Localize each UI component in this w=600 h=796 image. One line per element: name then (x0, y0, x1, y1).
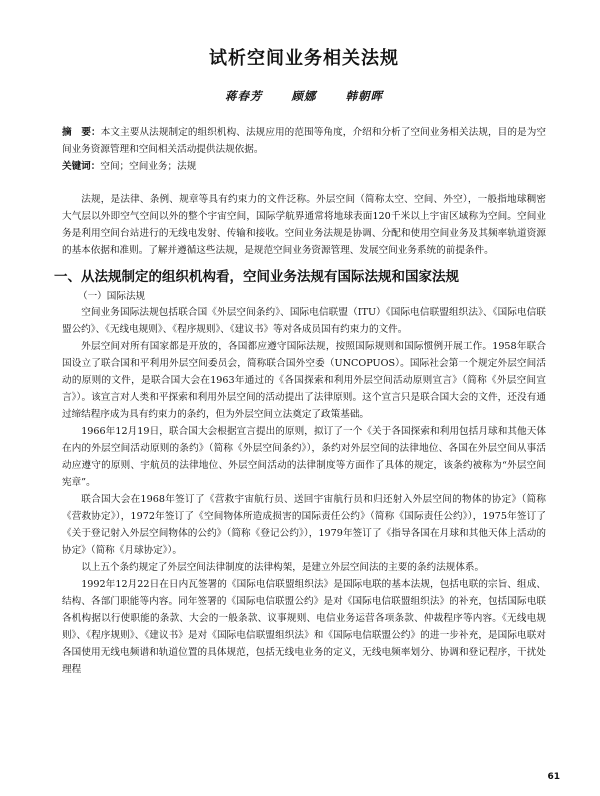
author-name: 顾娜 (291, 89, 317, 103)
abstract-label: 摘 要： (62, 127, 101, 138)
keywords-label: 关键词： (62, 161, 101, 172)
article-title: 试析空间业务相关法规 (209, 48, 399, 69)
subsection-heading: （一）国际法规 (78, 291, 146, 302)
abstract-text: 本文主要从法规制定的组织机构、法规应用的范围等角度，介绍和分析了空间业务相关法规，目的是为空间业务资源管理和空间相关活动提供法规依据。 (62, 127, 547, 155)
author-name: 韩朝晖 (345, 89, 384, 103)
body-paragraph: 联合国大会在1968年签订了《营救宇宙航行员、送回宇宙航行员和归还射入外层空间的物体的协定》（简称《营救协定》），1972年签订了《空间物体所造成损害的国际责任公约》（简称《国际责任公约》），1975年签订了《关于登记射入外层空间物体的公约》（简称《登记公约》），1979年签订了《指导各国在月球和其他天体上活动的协定》（简称《月球协定》）。 (62, 494, 546, 556)
keywords (62, 158, 546, 175)
body-paragraph: 1966年12月19日，联合国大会根据宣言提出的原则，拟订了一个《关于各国探索和利用包括月球和其他天体在内的外层空间活动原则的条约》（简称《外层空间条约》），条约对外层空间的法律地位、各国在外层空间从事活动应遵守的原则、宇航员的法律地位、外层空间活动的法律制度等方面作了具体的规定，该条约被称为“外层空间宪章”。 (62, 426, 546, 488)
body-paragraph: 外层空间对所有国家都是开放的，各国都应遵守国际法规，按照国际规则和国际惯例开展工作。1958年联合国设立了联合国和平利用外层空间委员会，简称联合国外空委（UNCOPUOS）。国际社会第一个规定外层空间活动的原则的文件，是联合国大会在1963年通过的《各国探索和利用外层空间活动原则宣言》（简称《外层空间宣言》）。该宣言对人类和平探索和利用外层空间的活动提出了法律原则。这个宣言只是联合国大会的文件，还没有通过缔结程序成为具有约束力的条约，但为外层空间立法奠定了政策基础。 (62, 341, 546, 420)
page-number: 61 (547, 772, 560, 782)
article (54, 44, 547, 678)
body-paragraph: 空间业务国际法规包括联合国《外层空间条约》、国际电信联盟（ITU）《国际电信联盟组织法》、《国际电信联盟公约》、《无线电规则》、《程序规则》、《建议书》等对各成员国有约束力的文件。 (62, 307, 546, 335)
body-paragraph: 1992年12月22日在日内瓦签署的《国际电信联盟组织法》是国际电联的基本法规，包括电联的宗旨、组成、结构、各部门职能等内容。同年签署的《国际电信联盟公约》是对《国际电信联盟组织法》的补充，包括国际电联各机构据以行使职能的条款、大会的一般条款、议事规则、电信业务运营各项条款、仲裁程序等内容。《无线电规则》、《程序规则》、《建议书》是对《国际电信联盟组织法》和《国际电信联盟公约》的进一步补充，是国际电联对各国使用无线电频谱和轨道位置的具体规范，包括无线电业务的定义，无线电频率划分、协调和登记程序，干扰处理程 (62, 579, 546, 675)
author-list (62, 88, 546, 104)
abstract (62, 124, 546, 158)
keywords-text: 空间；空间业务；法规 (100, 161, 197, 172)
section-heading: 一、从法规制定的组织机构看，空间业务法规有国际法规和国家法规 (54, 269, 459, 285)
intro-paragraph: 法规，是法律、条例、规章等具有约束力的文件泛称。外层空间（简称太空、空间、外空），一般指地球稠密大气层以外即空气空间以外的整个宇宙空间，国际学航界通常将地球表面120千米以上宇宙区域称为空间。空间业务是利用空间台站进行的无线电发射、传输和接收。空间业务法规是协调、分配和使用空间业务及其频率轨道资源的基本依据和准则。了解并遵循这些法规，是规范空间业务资源管理、发展空间业务系统的前提条件。 (62, 194, 546, 256)
author-name: 蒋春芳 (224, 89, 263, 103)
body-paragraph: 以上五个条约规定了外层空间法律制度的法律构架，是建立外层空间法的主要的条约法规体系。 (81, 562, 485, 573)
